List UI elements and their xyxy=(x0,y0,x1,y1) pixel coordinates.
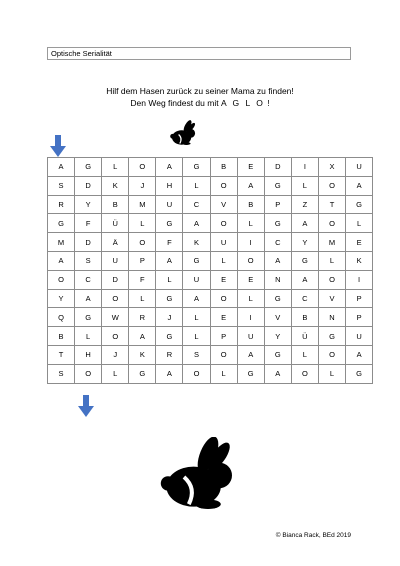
grid-cell: K xyxy=(102,176,129,195)
grid-cell: K xyxy=(183,233,210,252)
grid-cell: G xyxy=(264,345,291,364)
grid-cell: L xyxy=(156,270,183,289)
grid-cell: O xyxy=(291,364,318,383)
grid-cell: A xyxy=(291,270,318,289)
bunny-mama-icon xyxy=(160,437,240,513)
worksheet-title: Optische Serialität xyxy=(47,47,351,60)
grid-cell: L xyxy=(183,308,210,327)
grid-cell: G xyxy=(156,214,183,233)
grid-cell: R xyxy=(129,308,156,327)
grid-cell: O xyxy=(318,214,345,233)
grid-cell: G xyxy=(75,308,102,327)
grid-cell: M xyxy=(129,195,156,214)
grid-cell: O xyxy=(48,270,75,289)
instruction-line-1: Hilf dem Hasen zurück zu seiner Mama zu finden! xyxy=(106,86,294,96)
grid-cell: O xyxy=(237,251,264,270)
grid-cell: L xyxy=(210,364,237,383)
grid-cell: L xyxy=(318,251,345,270)
grid-cell: H xyxy=(75,345,102,364)
grid-cell: C xyxy=(75,270,102,289)
grid-cell: B xyxy=(210,158,237,177)
grid-cell: G xyxy=(156,327,183,346)
grid-row xyxy=(48,176,373,195)
grid-cell: A xyxy=(237,176,264,195)
grid-cell: Ü xyxy=(102,214,129,233)
grid-cell: O xyxy=(102,289,129,308)
instruction-prefix: Den Weg findest du mit xyxy=(130,98,221,108)
grid-cell: O xyxy=(102,327,129,346)
start-arrow-down-icon xyxy=(50,135,66,157)
grid-cell: U xyxy=(346,158,373,177)
grid-cell: S xyxy=(48,364,75,383)
grid-cell: D xyxy=(75,233,102,252)
grid-cell: L xyxy=(102,158,129,177)
grid-cell: H xyxy=(156,176,183,195)
grid-cell: I xyxy=(291,158,318,177)
grid-cell: C xyxy=(183,195,210,214)
grid-cell: Y xyxy=(264,327,291,346)
grid-cell: T xyxy=(48,345,75,364)
grid-cell: A xyxy=(156,364,183,383)
grid-row xyxy=(48,214,373,233)
grid-cell: C xyxy=(291,289,318,308)
grid-cell: M xyxy=(318,233,345,252)
grid-cell: J xyxy=(102,345,129,364)
grid-cell: D xyxy=(75,176,102,195)
grid-cell: G xyxy=(318,327,345,346)
grid-cell: A xyxy=(346,345,373,364)
grid-row xyxy=(48,364,373,383)
grid-cell: S xyxy=(75,251,102,270)
grid-cell: G xyxy=(237,364,264,383)
grid-cell: E xyxy=(210,308,237,327)
grid-cell: G xyxy=(156,289,183,308)
grid-cell: A xyxy=(75,289,102,308)
grid-cell: J xyxy=(129,176,156,195)
grid-cell: F xyxy=(75,214,102,233)
grid-cell: G xyxy=(346,195,373,214)
grid-cell: O xyxy=(318,270,345,289)
grid-cell: F xyxy=(156,233,183,252)
grid-cell: B xyxy=(102,195,129,214)
grid-cell: O xyxy=(210,289,237,308)
grid-cell: J xyxy=(156,308,183,327)
grid-cell: Y xyxy=(75,195,102,214)
grid-cell: L xyxy=(129,214,156,233)
grid-cell: I xyxy=(346,270,373,289)
grid-cell: B xyxy=(48,327,75,346)
grid-row xyxy=(48,308,373,327)
grid-cell: L xyxy=(102,364,129,383)
grid-cell: L xyxy=(346,214,373,233)
grid-cell: Ä xyxy=(102,233,129,252)
grid-cell: D xyxy=(102,270,129,289)
grid-cell: G xyxy=(264,214,291,233)
letter-grid xyxy=(47,157,373,384)
grid-cell: P xyxy=(264,195,291,214)
grid-cell: P xyxy=(346,289,373,308)
grid-cell: U xyxy=(237,327,264,346)
bunny-icon xyxy=(169,119,199,147)
grid-cell: U xyxy=(346,327,373,346)
grid-cell: R xyxy=(156,345,183,364)
grid-cell: L xyxy=(183,327,210,346)
grid-cell: S xyxy=(48,176,75,195)
grid-cell: A xyxy=(237,345,264,364)
grid-row xyxy=(48,289,373,308)
grid-row xyxy=(48,158,373,177)
grid-cell: A xyxy=(48,251,75,270)
grid-cell: L xyxy=(291,176,318,195)
grid-cell: M xyxy=(48,233,75,252)
grid-cell: G xyxy=(129,364,156,383)
grid-cell: L xyxy=(75,327,102,346)
end-arrow-down-icon xyxy=(78,395,94,417)
grid-cell: Z xyxy=(291,195,318,214)
grid-cell: D xyxy=(264,158,291,177)
grid-row xyxy=(48,195,373,214)
grid-cell: A xyxy=(156,251,183,270)
grid-cell: U xyxy=(156,195,183,214)
grid-cell: L xyxy=(210,251,237,270)
grid-cell: L xyxy=(237,289,264,308)
grid-cell: A xyxy=(156,158,183,177)
grid-cell: A xyxy=(346,176,373,195)
grid-row xyxy=(48,251,373,270)
grid-cell: E xyxy=(237,270,264,289)
grid-cell: I xyxy=(237,233,264,252)
instruction-line-2 xyxy=(0,98,400,109)
grid-cell: A xyxy=(183,289,210,308)
grid-cell: E xyxy=(237,158,264,177)
grid-cell: U xyxy=(210,233,237,252)
grid-cell: N xyxy=(318,308,345,327)
grid-cell: Ü xyxy=(291,327,318,346)
grid-cell: E xyxy=(210,270,237,289)
grid-cell: O xyxy=(210,345,237,364)
grid-cell: O xyxy=(75,364,102,383)
grid-cell: C xyxy=(264,233,291,252)
grid-cell: O xyxy=(129,233,156,252)
grid-cell: A xyxy=(183,214,210,233)
copyright-text: © Bianca Rack, BEd 2019 xyxy=(275,532,351,539)
grid-cell: L xyxy=(237,214,264,233)
grid-cell: P xyxy=(129,251,156,270)
grid-cell: P xyxy=(346,308,373,327)
grid-cell: G xyxy=(48,214,75,233)
grid-cell: G xyxy=(183,251,210,270)
grid-row xyxy=(48,345,373,364)
grid-cell: O xyxy=(210,176,237,195)
instruction-suffix: ! xyxy=(264,98,270,108)
grid-cell: G xyxy=(75,158,102,177)
grid-cell: K xyxy=(346,251,373,270)
grid-cell: S xyxy=(183,345,210,364)
grid-cell: Y xyxy=(291,233,318,252)
grid-cell: N xyxy=(264,270,291,289)
instruction-word: A G L O xyxy=(220,98,265,108)
grid-cell: V xyxy=(318,289,345,308)
grid-cell: G xyxy=(264,176,291,195)
grid-cell: O xyxy=(210,214,237,233)
grid-cell: F xyxy=(129,270,156,289)
grid-cell: G xyxy=(346,364,373,383)
grid-cell: P xyxy=(210,327,237,346)
grid-cell: K xyxy=(129,345,156,364)
grid-cell: A xyxy=(264,251,291,270)
grid-cell: Y xyxy=(48,289,75,308)
grid-cell: V xyxy=(264,308,291,327)
grid-cell: A xyxy=(264,364,291,383)
grid-cell: G xyxy=(183,158,210,177)
grid-cell: U xyxy=(183,270,210,289)
grid-row xyxy=(48,270,373,289)
grid-cell: L xyxy=(183,176,210,195)
grid-cell: O xyxy=(318,345,345,364)
grid-cell: B xyxy=(237,195,264,214)
grid-cell: G xyxy=(291,251,318,270)
grid-cell: X xyxy=(318,158,345,177)
grid-cell: L xyxy=(318,364,345,383)
grid-cell: E xyxy=(346,233,373,252)
grid-cell: U xyxy=(102,251,129,270)
grid-cell: R xyxy=(48,195,75,214)
grid-cell: A xyxy=(48,158,75,177)
grid-cell: A xyxy=(291,214,318,233)
grid-row xyxy=(48,327,373,346)
grid-cell: I xyxy=(237,308,264,327)
grid-cell: L xyxy=(129,289,156,308)
grid-cell: L xyxy=(291,345,318,364)
grid-cell: T xyxy=(318,195,345,214)
grid-cell: Q xyxy=(48,308,75,327)
grid-cell: O xyxy=(183,364,210,383)
grid-cell: V xyxy=(210,195,237,214)
grid-cell: A xyxy=(129,327,156,346)
grid-cell: G xyxy=(264,289,291,308)
grid-cell: O xyxy=(129,158,156,177)
grid-cell: W xyxy=(102,308,129,327)
grid-cell: B xyxy=(291,308,318,327)
grid-cell: O xyxy=(318,176,345,195)
grid-row xyxy=(48,233,373,252)
